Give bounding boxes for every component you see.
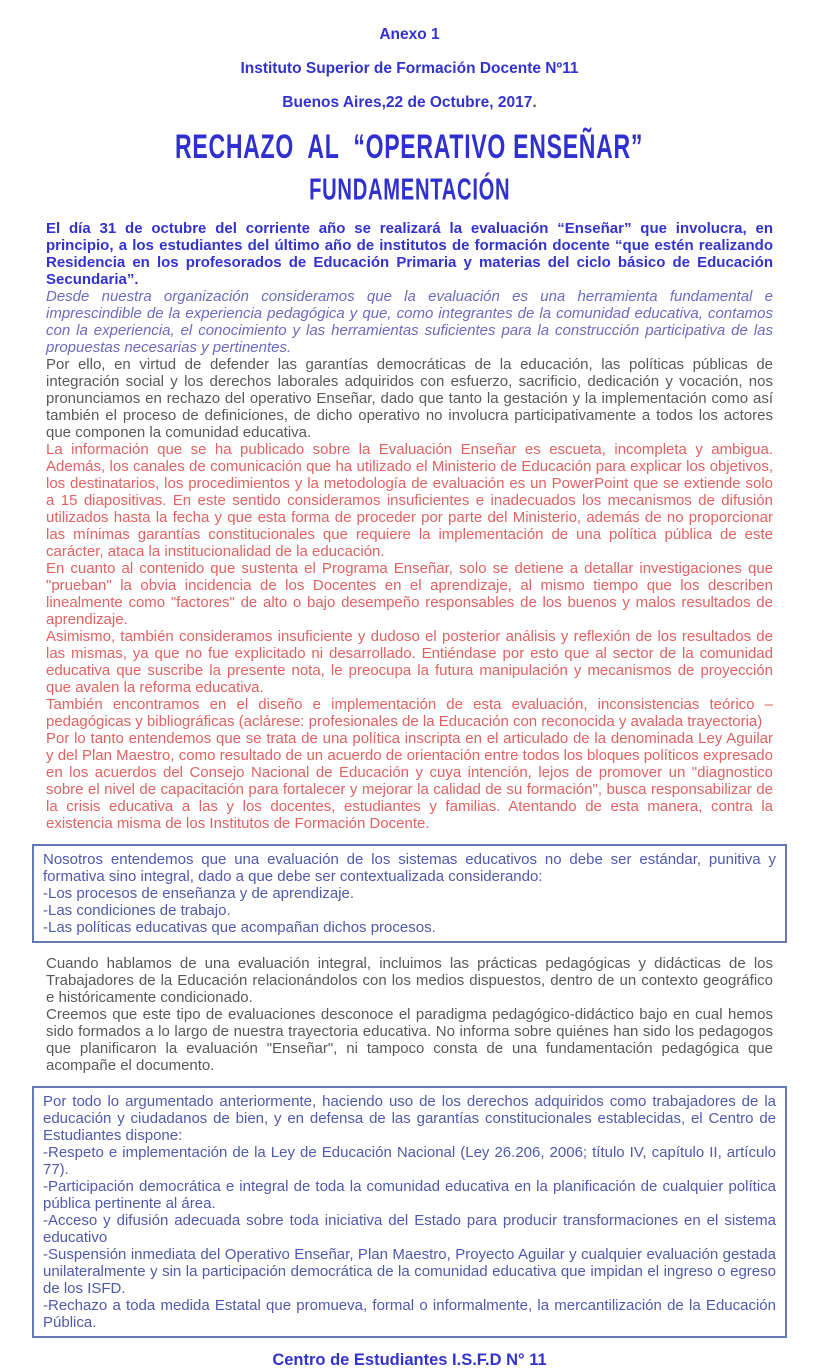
paragraph-inconsistencies: También encontramos en el diseño e implementación de esta evaluación, inconsistencias teórico – pedagógicas y bibliográficas (aclárese: profesionales de la Educación con reconocida y avalada trayectoria) (46, 696, 773, 730)
subtitle-text: FUNDAMENTACIÓN (308, 172, 511, 207)
paragraph-integral-evaluation: Cuando hablamos de una evaluación integral, incluimos las prácticas pedagógicas y didácticas de los Trabajadores de la Educación relacionándolos con los medios dispuestos, dentro de un contexto geográfico e históricamente condicionado. (46, 955, 773, 1006)
paragraph-pronouncement: Por ello, en virtud de defender las garantías democráticas de la educación, las políticas públicas de integración social y los derechos laborales adquiridos con esfuerzo, sacrificio, dedicación y vocación, nos pronunciamos en rechazo del operativo Enseñar, dado que tanto la gestación y la implementación como así también el proceso de definiciones, de dicho operativo no involucra participativamente a todos los actores que componen la comunidad educativa. (46, 356, 773, 441)
box2-item-participacion: -Participación democrática e integral de toda la comunidad educativa en la planificación de cualquier política pública pertinente al área. (43, 1178, 776, 1212)
paragraph-policy-critique: Por lo tanto entendemos que se trata de una política inscripta en el articulado de la denominada Ley Aguilar y del Plan Maestro, como resultado de un acuerdo de orientación entre todos los bloques políticos expresado en los acuerdos del Consejo Nacional de Educación y cuya intención, lejos de promover un "diagnostico sobre el nivel de capacitación para fortalecer y mejorar la calidad de su formación", busca responsabilizar de la crisis educativa a las y los docentes, estudiantes y familias. Atentando de esta manera, contra la existencia misma de los Institutos de Formación Docente. (46, 730, 773, 832)
box1-item-processes: -Los procesos de enseñanza y de aprendizaje. (43, 885, 355, 902)
paragraph-analysis-critique: Asimismo, también consideramos insuficiente y dudoso el posterior análisis y reflexión de los resultados de las mismas, ya que no fue explicitado ni desarrollado. Entiéndase por esto que al sector de la comunidad educativa que suscribe la presente nota, le preocupa la futura manipulación y mecanismos de proyección que avalen la reforma educativa. (46, 628, 773, 696)
subtitle (46, 172, 773, 207)
box1-item-policies: -Las políticas educativas que acompañan dichos procesos. (43, 919, 436, 936)
box2-item-suspension: -Suspensión inmediata del Operativo Enseñar, Plan Maestro, Proyecto Aguilar y cualquier evaluación gestada unilateralmente y sin la participación democrática de la comunidad educativa que impidan el ingreso o egreso de los ISFD. (43, 1246, 776, 1297)
paragraph-content-critique: En cuanto al contenido que sustenta el Programa Enseñar, solo se detiene a detallar investigaciones que "prueban" la obvia incidencia de los Docentes en el aprendizaje, al mismo tiempo que los describen linealmente como "factores" de alto o bajo desempeño responsables de los buenos y malos resultados de aprendizaje. (46, 560, 773, 628)
paragraph-information-critique: La información que se ha publicado sobre la Evaluación Enseñar es escueta, incompleta y ambigua. Además, los canales de comunicación que ha utilizado el Ministerio de Educación para explicar los objetivos, los destinatarios, los procedimientos y la metodología de evaluación es un PowerPoint que se extiende solo a 15 diapositivas. En este sentido consideramos insuficientes e inadecuados los mecanismos de difusión utilizados hasta la fecha y que esta forma de proceder por parte del Ministerio, además de no proporcionar las mínimas garantías constitucionales que requiere la implementación de una política pública de este carácter, ataca la institucionalidad de la educación. (46, 441, 773, 560)
footer-signature: Centro de Estudiantes I.S.F.D N° 11 (272, 1351, 547, 1369)
paragraph-paradigm: Creemos que este tipo de evaluaciones desconoce el paradigma pedagógico-didáctico bajo en cual hemos sido formados a lo largo de nuestra trayectoria educativa. No informa sobre quiénes han sido los pedagogos que planificaron la evaluación "Enseñar", ni tampoco consta de una fundamentación pedagógica que acompañe el documento. (46, 1006, 773, 1074)
date-line (46, 94, 773, 111)
paragraph-organization-position: Desde nuestra organización consideramos que la evaluación es una herramienta fundamental e imprescindible de la experiencia pedagógica y que, como integrantes de la comunidad educativa, contamos con la experiencia, el conocimiento y las herramientas suficientes para la construcción participativa de las propuestas necesarias y pertinentes. (46, 288, 773, 356)
box2-intro: Por todo lo argumentado anteriormente, haciendo uso de los derechos adquiridos como trabajadores de la educación y ciudadanos de bien, y en defensa de las garantías constitucionales establecidas, el Centro de Estudiantes dispone: (43, 1093, 776, 1144)
date-text: Buenos Aires,22 de Octubre, 2017 (282, 94, 533, 111)
box1-intro: Nosotros entendemos que una evaluación de los sistemas educativos no debe ser estándar, punitiva y formativa sino integral, dado a que debe ser contextualizada considerando: (43, 851, 776, 885)
box2-item-rechazo: -Rechazo a toda medida Estatal que promueva, formal o informalmente, la mercantilización de la Educación Pública. (43, 1297, 776, 1331)
box1-item-conditions: -Las condiciones de trabajo. (43, 902, 231, 919)
resolutions-box (32, 1086, 787, 1338)
date-period: . (532, 94, 537, 111)
main-title (46, 128, 773, 165)
institute-name: Instituto Superior de Formación Docente Nº11 (240, 60, 579, 77)
main-title-text: RECHAZO AL “OPERATIVO ENSEÑAR” (175, 126, 644, 166)
annex-label: Anexo 1 (379, 26, 440, 43)
paragraph-announcement: El día 31 de octubre del corriente año se realizará la evaluación “Enseñar” que involucra, en principio, a los estudiantes del último año de institutos de formación docente “que estén realizando Residencia en los profesorados de Educación Primaria y materias del ciclo básico de Educación Secundaria”. (46, 220, 773, 288)
box2-item-respeto: -Respeto e implementación de la Ley de Educación Nacional (Ley 26.206, 2006; título IV, capítulo II, artículo 77). (43, 1144, 776, 1178)
evaluation-criteria-box (32, 844, 787, 943)
box2-item-acceso: -Acceso y difusión adecuada sobre toda iniciativa del Estado para producir transformaciones en el sistema educativo (43, 1212, 776, 1246)
